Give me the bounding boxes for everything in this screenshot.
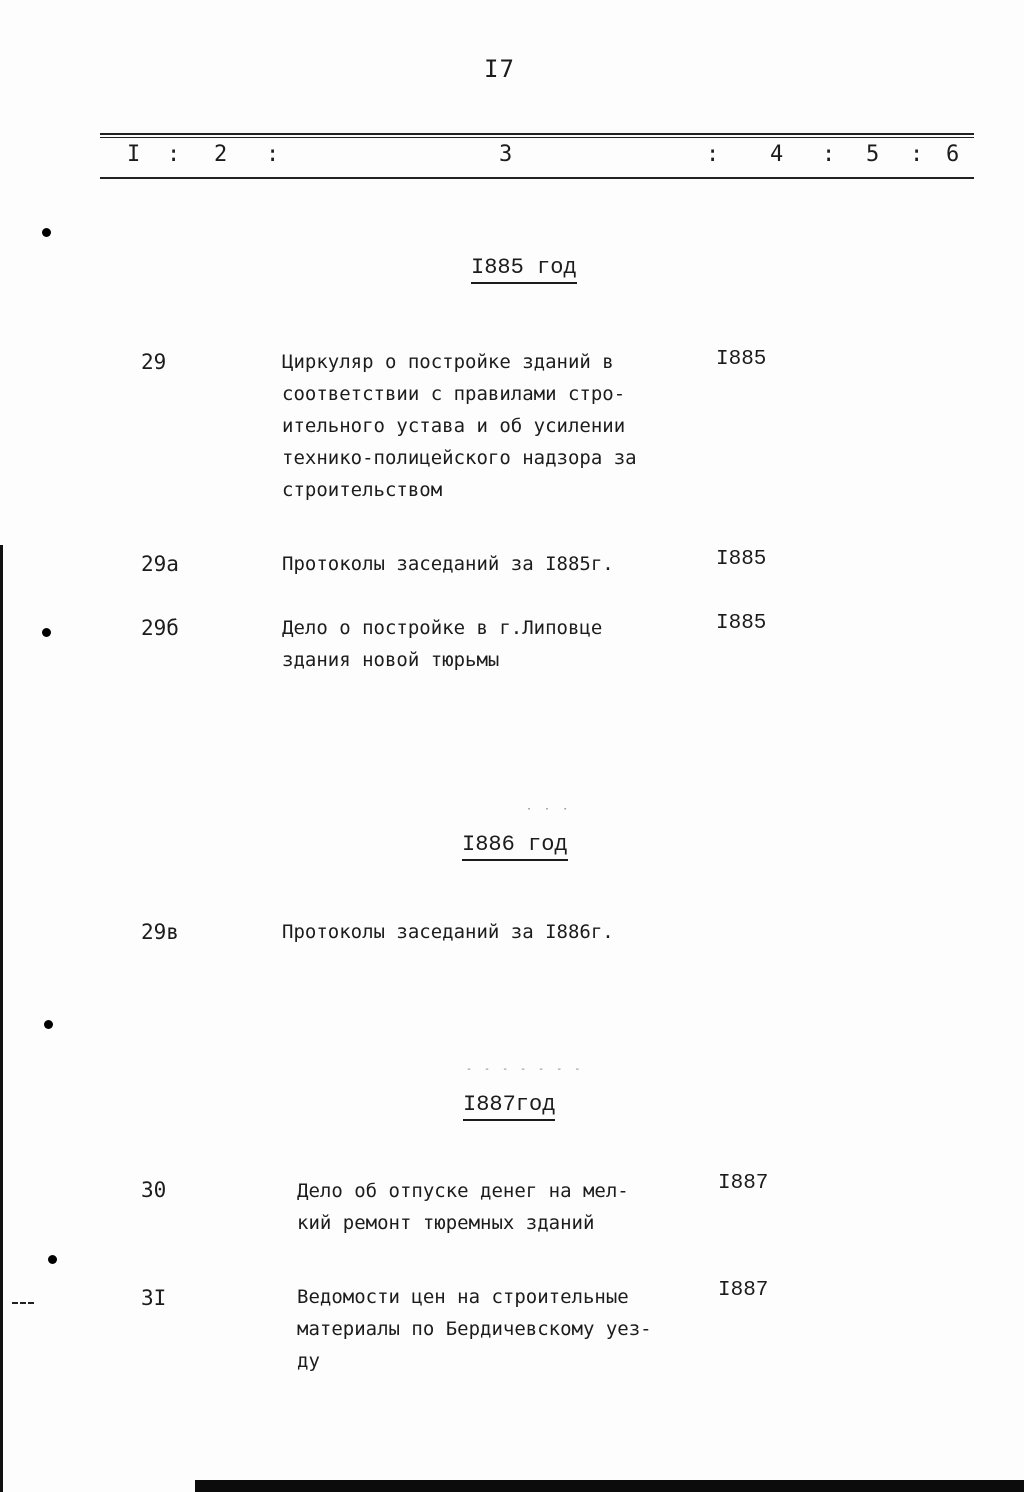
- header-rule-top-thin: [100, 137, 974, 138]
- scan-bottom-edge: [195, 1480, 1024, 1492]
- entry-description: Ведомости цен на строительные материалы по Бердичевскому уез- ду: [297, 1286, 652, 1372]
- margin-dash-mark: [12, 1302, 34, 1304]
- entry-number: 29а: [141, 552, 179, 576]
- entry-description: Протоколы заседаний за I886г.: [282, 921, 614, 943]
- scan-speckle: · · ·: [526, 804, 572, 815]
- column-separator: :: [266, 142, 280, 167]
- entry-description: Дело о постройке в г.Липовце здания новой тюрьмы: [282, 617, 603, 671]
- header-rule-bottom: [100, 177, 974, 179]
- entry-date: I885: [716, 548, 767, 571]
- punch-hole-mark: [42, 228, 51, 237]
- entry-number: 29б: [141, 616, 179, 640]
- entry-number: 30: [141, 1178, 167, 1202]
- column-separator: :: [167, 142, 181, 167]
- punch-hole-mark: [42, 628, 51, 637]
- entry-description: Дело об отпуске денег на мел- кий ремонт тюремных зданий: [297, 1180, 629, 1234]
- entry-number: 3I: [141, 1286, 167, 1310]
- column-number-3: 3: [499, 142, 513, 167]
- column-separator: :: [910, 142, 924, 167]
- punch-hole-mark: [48, 1255, 57, 1264]
- column-separator: :: [706, 142, 720, 167]
- entry-date: I887: [718, 1279, 769, 1302]
- scan-left-edge: [0, 545, 3, 1492]
- entry-date: I885: [716, 612, 767, 635]
- header-rule-top: [100, 133, 974, 135]
- entry-number: 29в: [141, 920, 179, 944]
- entry-description: Циркуляр о постройке зданий в соответствии с правилами стро- ительного устава и об усилении технико-полицейского надзора за строительством: [282, 351, 637, 501]
- column-number-4: 4: [770, 142, 784, 167]
- year-heading-1885: I885 год: [471, 255, 577, 284]
- punch-hole-mark: [44, 1020, 53, 1029]
- entry-date: I887: [718, 1172, 769, 1195]
- year-heading-1886: I886 год: [462, 832, 568, 861]
- page-number: I7: [484, 55, 515, 83]
- entry-description: Протоколы заседаний за I885г.: [282, 553, 614, 575]
- scan-speckle: - - - - - - -: [466, 1064, 584, 1075]
- column-number-5: 5: [866, 142, 880, 167]
- column-number-2: 2: [214, 142, 228, 167]
- entry-date: I885: [716, 348, 767, 371]
- column-number-1: I: [127, 142, 141, 167]
- entry-number: 29: [141, 350, 167, 374]
- column-separator: :: [822, 142, 836, 167]
- column-number-6: 6: [946, 142, 960, 167]
- year-heading-1887: I887год: [463, 1092, 555, 1121]
